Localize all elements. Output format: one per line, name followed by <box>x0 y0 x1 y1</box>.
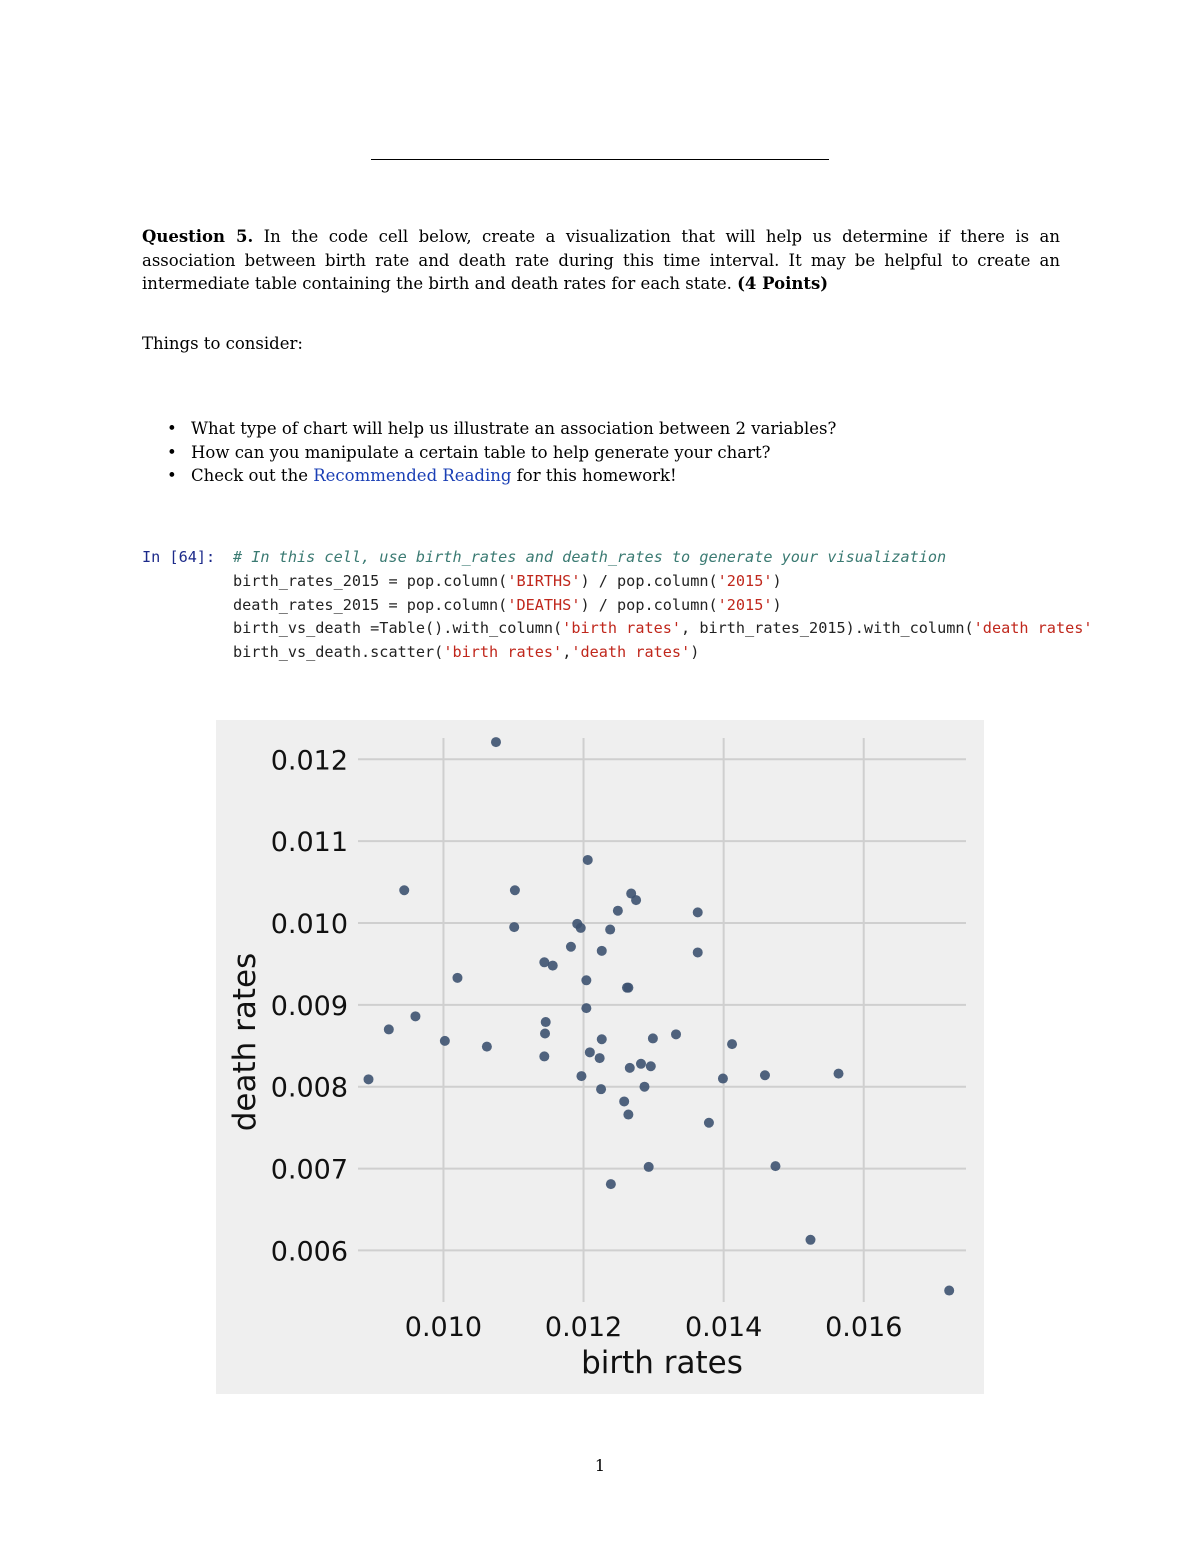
code-string: 'BIRTHS' <box>507 571 581 590</box>
code-line-3: death_rates_2015 = pop.column( <box>233 595 508 614</box>
scatter-point <box>623 983 633 993</box>
scatter-point <box>605 925 615 935</box>
question-paragraph <box>142 225 1060 296</box>
code-line-4: birth_vs_death =Table().with_column( <box>233 619 563 638</box>
cell-prompt: In [64]: <box>142 548 216 566</box>
list-item-text: How can you manipulate a certain table to help generate your chart? <box>191 442 771 462</box>
code-string: '2015' <box>717 571 773 590</box>
scatter-point <box>410 1011 420 1021</box>
scatter-point <box>760 1070 770 1080</box>
list-item-text: for this homework! <box>511 466 677 485</box>
x-axis-label: birth rates <box>581 1345 743 1381</box>
scatter-point <box>613 906 623 916</box>
scatter-point <box>548 961 558 971</box>
y-tick-label: 0.011 <box>270 827 348 859</box>
code-text: ) <box>772 595 782 614</box>
scatter-point <box>671 1029 681 1039</box>
scatter-point <box>596 1084 606 1094</box>
scatter-point <box>566 942 576 952</box>
scatter-point <box>834 1069 844 1079</box>
scatter-point <box>625 1063 635 1073</box>
scatter-point <box>727 1039 737 1049</box>
x-tick-label: 0.012 <box>544 1312 623 1343</box>
code-string: 'death rates' <box>571 643 691 662</box>
scatter-plot <box>216 720 984 1394</box>
y-tick-label: 0.008 <box>270 1072 348 1104</box>
scatter-point <box>693 907 703 917</box>
scatter-point <box>491 737 501 747</box>
things-to-consider-heading: Things to consider: <box>142 334 303 353</box>
scatter-point <box>639 1082 649 1092</box>
code-comment: # In this cell, use birth_rates and death_rates to generate your visualization <box>233 548 947 566</box>
consider-list <box>165 417 836 488</box>
list-item <box>165 464 836 488</box>
scatter-point <box>704 1118 714 1128</box>
code-line-2: birth_rates_2015 = pop.column( <box>233 571 508 590</box>
x-tick-label: 0.016 <box>825 1312 903 1343</box>
question-label: Question 5. <box>142 227 254 246</box>
recommended-reading-link[interactable]: Recommended Reading <box>313 466 512 485</box>
code-line-5: birth_vs_death.scatter( <box>233 643 444 662</box>
scatter-point <box>770 1161 780 1171</box>
scatter-point <box>585 1047 595 1057</box>
x-tick-label: 0.014 <box>684 1312 763 1343</box>
scatter-point <box>576 1071 586 1081</box>
y-tick-label: 0.007 <box>270 1154 348 1186</box>
scatter-point <box>648 1033 658 1043</box>
code-text: , <box>562 643 572 662</box>
scatter-point <box>540 1029 550 1039</box>
y-tick-label: 0.010 <box>270 908 348 940</box>
list-item <box>165 441 836 465</box>
scatter-point <box>597 946 607 956</box>
y-tick-label: 0.009 <box>270 990 348 1022</box>
question-text: In the code cell below, create a visualization that will help us determine if there is an association between birth rate and death rate during this time interval. It may be helpful to create an intermediate table containing the birth and death rates for each state. <box>142 227 1060 293</box>
list-item-text: Check out the <box>191 466 314 485</box>
code-string: 'DEATHS' <box>507 595 581 614</box>
y-axis-label: death rates <box>227 952 263 1132</box>
scatter-point <box>944 1286 954 1296</box>
code-text: ) <box>772 571 782 590</box>
scatter-point <box>581 1003 591 1013</box>
list-item <box>165 417 836 441</box>
scatter-point <box>595 1053 605 1063</box>
page-number: 1 <box>594 1456 606 1475</box>
scatter-point <box>805 1235 815 1245</box>
code-string: '2015' <box>717 595 773 614</box>
scatter-point <box>597 1034 607 1044</box>
scatter-point <box>636 1059 646 1069</box>
code-text: ) / pop.column( <box>580 571 718 590</box>
y-tick-label: 0.012 <box>270 745 348 777</box>
scatter-point <box>646 1061 656 1071</box>
scatter-point <box>509 922 519 932</box>
scatter-point <box>440 1036 450 1046</box>
scatter-point <box>583 855 593 865</box>
scatter-point <box>576 923 586 933</box>
scatter-point <box>619 1096 629 1106</box>
scatter-point <box>539 1051 549 1061</box>
question-points: (4 Points) <box>737 274 829 293</box>
scatter-point <box>581 975 591 985</box>
scatter-point <box>693 947 703 957</box>
code-text: ) <box>690 643 700 662</box>
scatter-point <box>510 885 520 895</box>
scatter-point <box>384 1024 394 1034</box>
x-tick-label: 0.010 <box>404 1312 483 1343</box>
scatter-point <box>718 1074 728 1084</box>
scatter-point <box>541 1017 551 1027</box>
code-text: , birth_rates_2015).with_column( <box>681 619 974 638</box>
scatter-point <box>606 1179 616 1189</box>
code-text: ) / pop.column( <box>580 595 718 614</box>
code-string: 'birth rates' <box>562 619 682 638</box>
y-tick-label: 0.006 <box>270 1236 348 1268</box>
code-string: 'birth rates' <box>443 643 563 662</box>
code-string: 'death rates' <box>973 619 1093 638</box>
scatter-point <box>452 973 462 983</box>
scatter-point <box>644 1162 654 1172</box>
horizontal-rule <box>371 159 829 160</box>
scatter-point <box>631 895 641 905</box>
scatter-point <box>623 1110 633 1120</box>
scatter-chart-svg <box>216 720 984 1394</box>
code-cell[interactable] <box>142 546 1200 665</box>
scatter-point <box>399 885 409 895</box>
scatter-point <box>482 1042 492 1052</box>
list-item-text: What type of chart will help us illustrate an association between 2 variables? <box>191 419 837 438</box>
scatter-point <box>364 1074 374 1084</box>
